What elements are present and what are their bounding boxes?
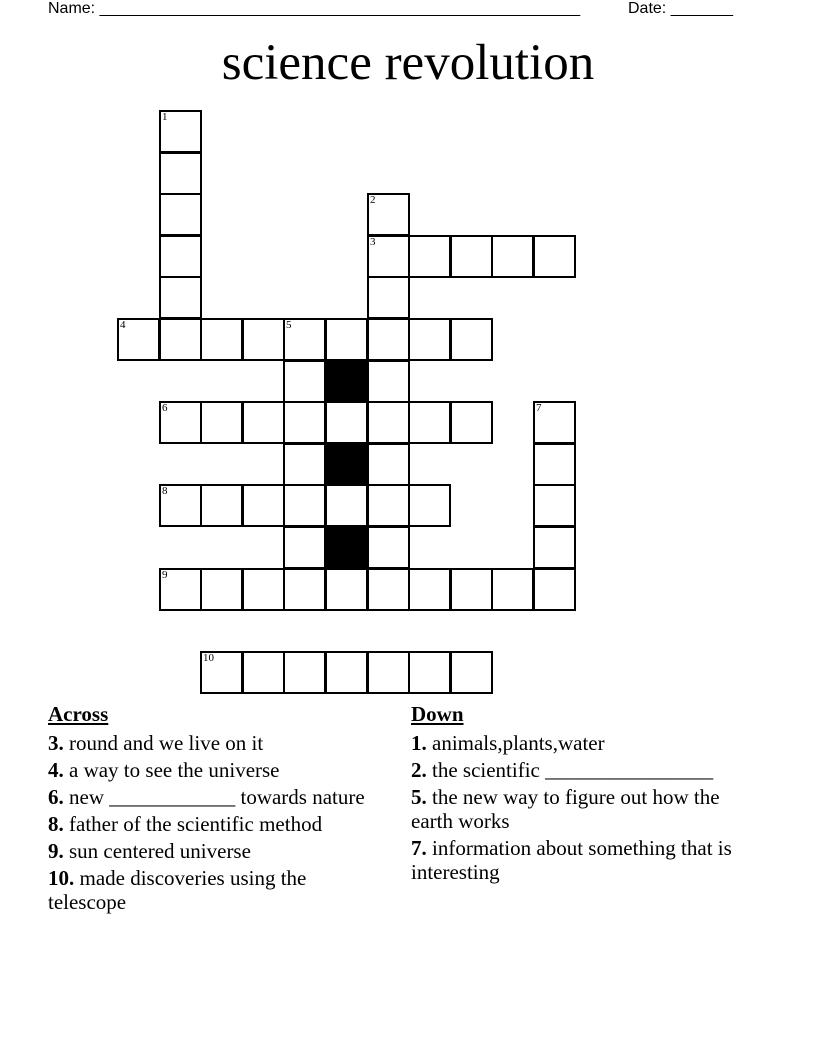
- grid-cell[interactable]: [367, 193, 410, 236]
- grid-cell[interactable]: [159, 110, 202, 153]
- grid-cell[interactable]: [450, 651, 493, 694]
- grid-block: [325, 360, 368, 403]
- grid-cell[interactable]: [283, 443, 326, 486]
- grid-cell[interactable]: [367, 526, 410, 569]
- clue-number: 1.: [411, 731, 427, 755]
- grid-cell[interactable]: [408, 318, 451, 361]
- across-heading: Across: [48, 702, 109, 726]
- name-field: Name: ______________________________________________________: [48, 0, 581, 17]
- grid-cell[interactable]: [159, 235, 202, 278]
- clue-text: animals,plants,water: [426, 731, 605, 755]
- clue-across-4: [48, 758, 378, 782]
- grid-cell[interactable]: [408, 235, 451, 278]
- clue-number-label: 1: [162, 111, 168, 123]
- date-field: Date: _______: [628, 0, 733, 17]
- clue-number: 8.: [48, 812, 64, 836]
- clue-number: 5.: [411, 785, 427, 809]
- grid-cell[interactable]: [283, 360, 326, 403]
- clue-text: information about something that is interesting: [411, 836, 732, 884]
- clue-text: the scientific ________________: [426, 758, 714, 782]
- clue-across-6: [48, 785, 378, 809]
- grid-cell[interactable]: [159, 276, 202, 319]
- clue-number-label: 3: [370, 236, 376, 248]
- clue-number-label: 2: [370, 194, 376, 206]
- grid-cell[interactable]: [283, 318, 326, 361]
- grid-cell[interactable]: [242, 568, 285, 611]
- clue-number-label: 9: [162, 569, 168, 581]
- grid-cell[interactable]: [367, 235, 410, 278]
- grid-cell[interactable]: [200, 568, 243, 611]
- grid-cell[interactable]: [325, 401, 368, 444]
- grid-cell[interactable]: [367, 318, 410, 361]
- grid-cell[interactable]: [408, 401, 451, 444]
- grid-cell[interactable]: [325, 484, 368, 527]
- grid-cell[interactable]: [325, 568, 368, 611]
- grid-cell[interactable]: [533, 568, 576, 611]
- grid-cell[interactable]: [242, 484, 285, 527]
- clue-down-1: [411, 731, 741, 755]
- clue-across-9: [48, 839, 378, 863]
- grid-block: [325, 443, 368, 486]
- clue-text: the new way to figure out how the earth works: [411, 785, 720, 833]
- grid-cell[interactable]: [283, 484, 326, 527]
- clue-text: a way to see the universe: [63, 758, 280, 782]
- clue-across-10: [48, 866, 378, 914]
- grid-cell[interactable]: [367, 484, 410, 527]
- grid-cell[interactable]: [450, 401, 493, 444]
- grid-cell[interactable]: [408, 651, 451, 694]
- grid-cell[interactable]: [242, 318, 285, 361]
- grid-cell[interactable]: [408, 484, 451, 527]
- grid-cell[interactable]: [325, 651, 368, 694]
- clue-text: sun centered universe: [63, 839, 251, 863]
- clue-text: round and we live on it: [63, 731, 264, 755]
- grid-cell[interactable]: [491, 235, 534, 278]
- grid-cell[interactable]: [450, 235, 493, 278]
- grid-cell[interactable]: [367, 568, 410, 611]
- clue-text: father of the scientific method: [63, 812, 323, 836]
- grid-cell[interactable]: [200, 651, 243, 694]
- grid-cell[interactable]: [159, 318, 202, 361]
- grid-cell[interactable]: [159, 568, 202, 611]
- clue-number: 2.: [411, 758, 427, 782]
- clue-number-label: 4: [120, 319, 126, 331]
- grid-cell[interactable]: [159, 484, 202, 527]
- across-clues: [48, 702, 378, 917]
- grid-cell[interactable]: [283, 568, 326, 611]
- grid-cell[interactable]: [533, 443, 576, 486]
- clue-number: 9.: [48, 839, 64, 863]
- clue-down-5: [411, 785, 741, 833]
- grid-cell[interactable]: [159, 152, 202, 195]
- grid-cell[interactable]: [533, 526, 576, 569]
- grid-cell[interactable]: [325, 318, 368, 361]
- clue-number-label: 5: [286, 319, 292, 331]
- grid-cell[interactable]: [408, 568, 451, 611]
- grid-block: [325, 526, 368, 569]
- grid-cell[interactable]: [159, 193, 202, 236]
- grid-cell[interactable]: [159, 401, 202, 444]
- grid-cell[interactable]: [200, 318, 243, 361]
- grid-cell[interactable]: [283, 526, 326, 569]
- puzzle-title: science revolution: [221, 35, 595, 91]
- grid-cell[interactable]: [533, 401, 576, 444]
- clue-number: 3.: [48, 731, 64, 755]
- grid-cell[interactable]: [367, 651, 410, 694]
- grid-cell[interactable]: [283, 651, 326, 694]
- clue-number: 7.: [411, 836, 427, 860]
- grid-cell[interactable]: [367, 360, 410, 403]
- grid-cell[interactable]: [450, 568, 493, 611]
- down-heading: Down: [411, 702, 464, 726]
- grid-cell[interactable]: [450, 318, 493, 361]
- grid-cell[interactable]: [533, 484, 576, 527]
- grid-cell[interactable]: [242, 651, 285, 694]
- grid-cell[interactable]: [200, 484, 243, 527]
- clue-number-label: 6: [162, 402, 168, 414]
- clue-down-7: [411, 836, 741, 884]
- clue-across-8: [48, 812, 378, 836]
- clue-number: 6.: [48, 785, 64, 809]
- grid-cell[interactable]: [200, 401, 243, 444]
- grid-cell[interactable]: [367, 276, 410, 319]
- grid-cell[interactable]: [117, 318, 160, 361]
- clue-number-label: 8: [162, 485, 168, 497]
- grid-cell[interactable]: [242, 401, 285, 444]
- clue-number: 4.: [48, 758, 64, 782]
- clue-across-3: [48, 731, 378, 755]
- clue-text: new ____________ towards nature: [63, 785, 365, 809]
- grid-cell[interactable]: [367, 401, 410, 444]
- clue-number-label: 10: [203, 652, 214, 664]
- grid-cell[interactable]: [491, 568, 534, 611]
- grid-cell[interactable]: [283, 401, 326, 444]
- clue-number-label: 7: [536, 402, 542, 414]
- clue-text: made discoveries using the telescope: [48, 866, 307, 914]
- clue-number: 10.: [48, 866, 75, 890]
- clue-down-2: [411, 758, 741, 782]
- grid-cell[interactable]: [533, 235, 576, 278]
- down-clues: [411, 702, 741, 887]
- grid-cell[interactable]: [367, 443, 410, 486]
